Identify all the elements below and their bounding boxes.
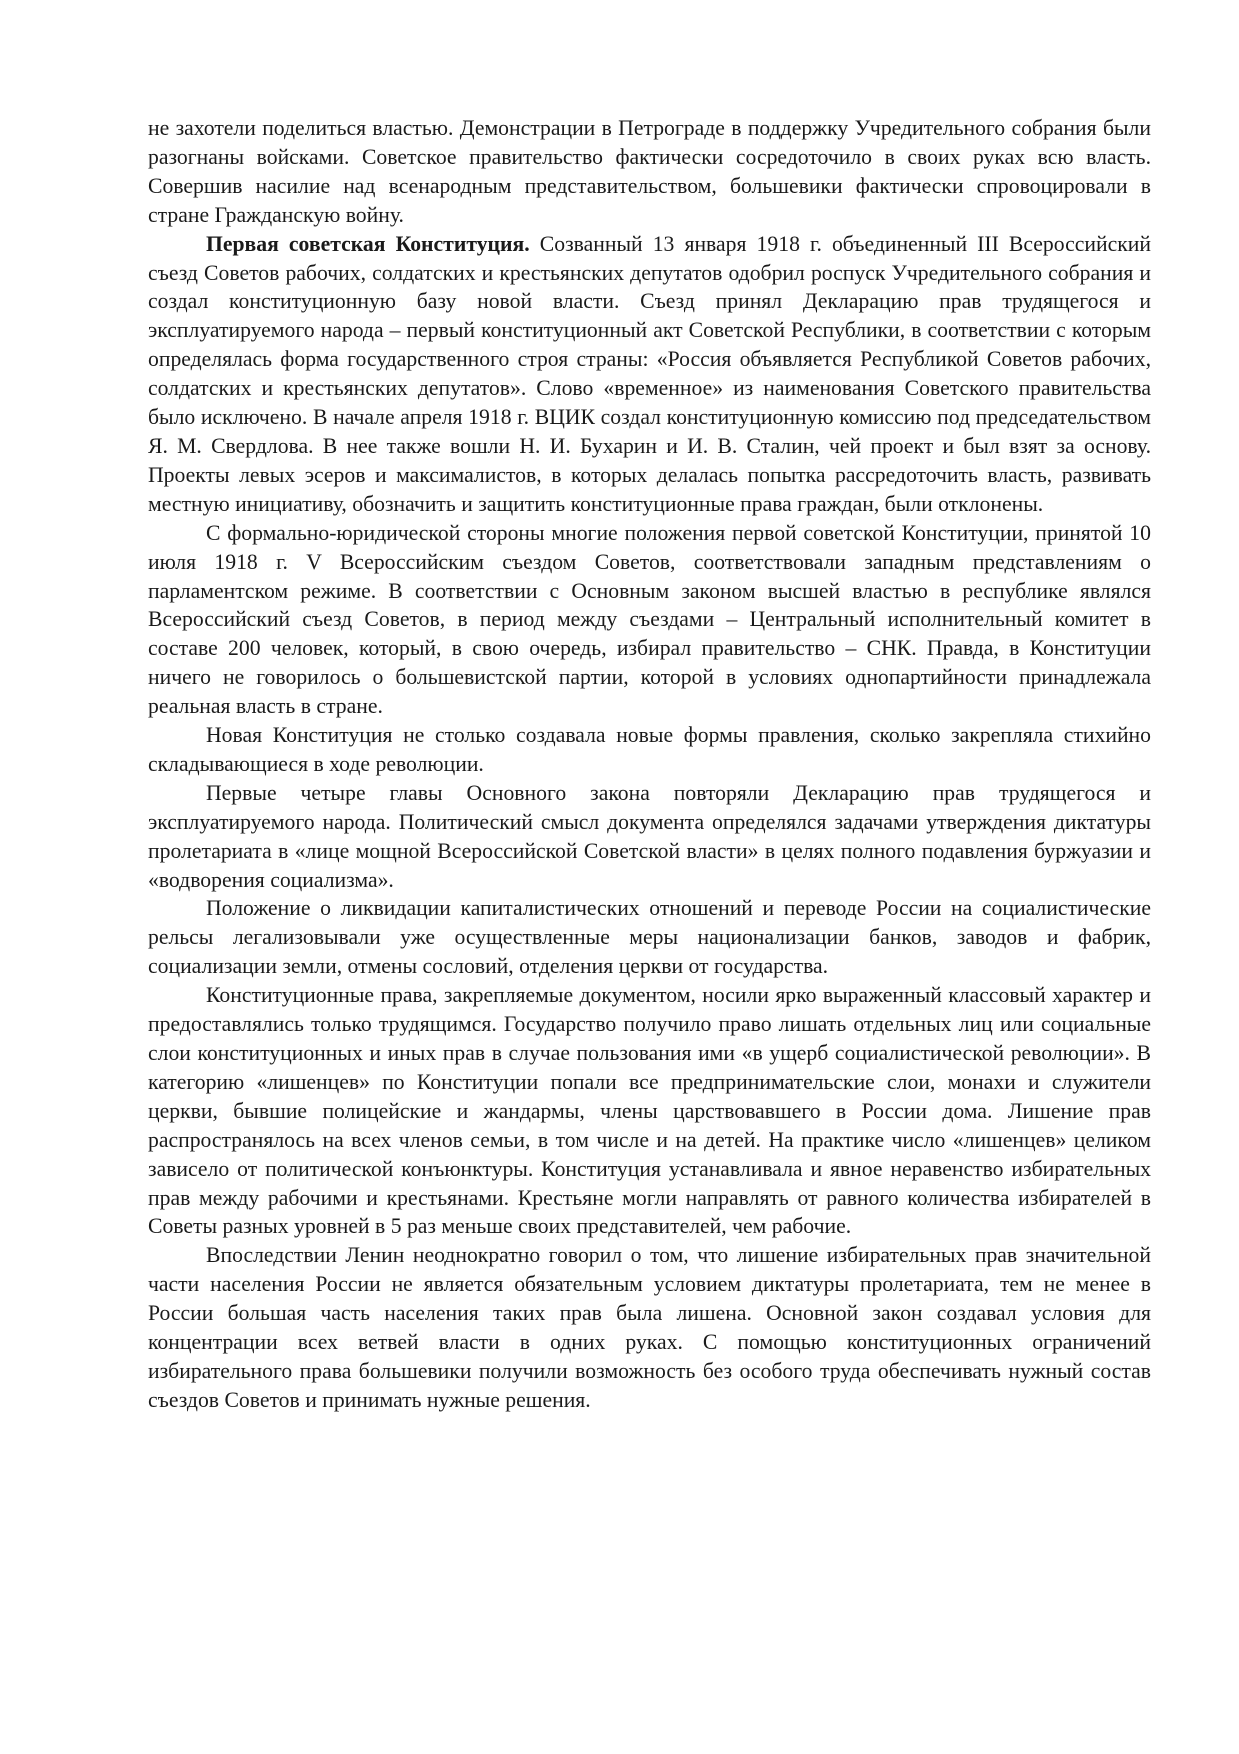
document-page — [148, 114, 1151, 1415]
paragraph-3 — [148, 519, 1151, 721]
paragraph-1 — [148, 114, 1151, 230]
section-heading: Первая советская Конституция. — [206, 231, 530, 256]
paragraph-6-text: Положение о ликвидации капиталистических отношений и переводе России на социалистические рельсы легализовывали уже осуществленные меры национализации банков, заводов и фабрик, социализации земли, отмены сословий, отделения церкви от государства. — [148, 896, 1151, 979]
paragraph-4 — [148, 721, 1151, 779]
paragraph-6 — [148, 894, 1151, 981]
paragraph-7 — [148, 981, 1151, 1241]
paragraph-4-text: Новая Конституция не столько создавала новые формы правления, сколько закрепляла стихийно складывающиеся в ходе революции. — [148, 723, 1151, 776]
paragraph-3-text: С формально-юридической стороны многие положения первой советской Конституции, принятой 10 июля 1918 г. V Всероссийским съездом Советов, соответствовали западным представлениям о парламентском режиме. В соответствии с Основным законом высшей властью в республике являлся Всероссийский съезд Советов, в период между съездами – Центральный исполнительный комитет в составе 200 человек, который, в свою очередь, избирал правительство – СНК. Правда, в Конституции ничего не говорилось о большевистской партии, которой в условиях однопартийности принадлежала реальная власть в стране. — [148, 520, 1151, 719]
paragraph-2 — [148, 230, 1151, 519]
paragraph-8 — [148, 1241, 1151, 1414]
paragraph-5 — [148, 779, 1151, 895]
paragraph-5-text: Первые четыре главы Основного закона повторяли Декларацию прав трудящегося и эксплуатируемого народа. Политический смысл документа определялся задачами утверждения диктатуры пролетариата в «лице мощной Всероссийской Советской власти» в целях полного подавления буржуазии и «водворения социализма». — [148, 780, 1151, 892]
paragraph-8-text: Впоследствии Ленин неоднократно говорил о том, что лишение избирательных прав значительной части населения России не является обязательным условием диктатуры пролетариата, тем не менее в России большая часть населения таких прав была лишена. Основной закон создавал условия для концентрации всех ветвей власти в одних руках. С помощью конституционных ограничений избирательного права большевики получили возможность без особого труда обеспечивать нужный состав съездов Советов и принимать нужные решения. — [148, 1243, 1151, 1412]
paragraph-7-text: Конституционные права, закрепляемые документом, носили ярко выраженный классовый характер и предоставлялись только трудящимся. Государство получило право лишать отдельных лиц или социальные слои конституционных и иных прав в случае пользования ими «в ущерб социалистической революции». В категорию «лишенцев» по Конституции попали все предпринимательские слои, монахи и служители церкви, бывшие полицейские и жандармы, члены царствовавшего в России дома. Лишение прав распространялось на всех членов семьи, в том числе и на детей. На практике число «лишенцев» целиком зависело от политической конъюнктуры. Конституция устанавливала и явное неравенство избирательных прав между рабочими и крестьянами. Крестьяне могли направлять от равного количества избирателей в Советы разных уровней в 5 раз меньше своих представителей, чем рабочие. — [148, 983, 1151, 1239]
paragraph-2-text: Созванный 13 января 1918 г. объединенный III Всероссийский съезд Советов рабочих, солдатских и крестьянских депутатов одобрил роспуск Учредительного собрания и создал конституционную базу новой власти. Съезд принял Декларацию прав трудящегося и эксплуатируемого народа – первый конституционный акт Советской Республики, в соответствии с которым определялась форма государственного строя страны: «Россия объявляется Республикой Советов рабочих, солдатских и крестьянских депутатов». Слово «временное» из наименования Советского правительства было исключено. В начале апреля 1918 г. ВЦИК создал конституционную комиссию под председательством Я. М. Свердлова. В нее также вошли Н. И. Бухарин и И. В. Сталин, чей проект и был взят за основу. Проекты левых эсеров и максималистов, в которых делалась попытка рассредоточить власть, развивать местную инициативу, обозначить и защитить конституционные права граждан, были отклонены. — [148, 231, 1151, 516]
paragraph-1-text: не захотели поделиться властью. Демонстрации в Петрограде в поддержку Учредительного собрания были разогнаны войсками. Советское правительство фактически сосредоточило в своих руках всю власть. Совершив насилие над всенародным представительством, большевики фактически спровоцировали в стране Гражданскую войну. — [148, 116, 1151, 227]
